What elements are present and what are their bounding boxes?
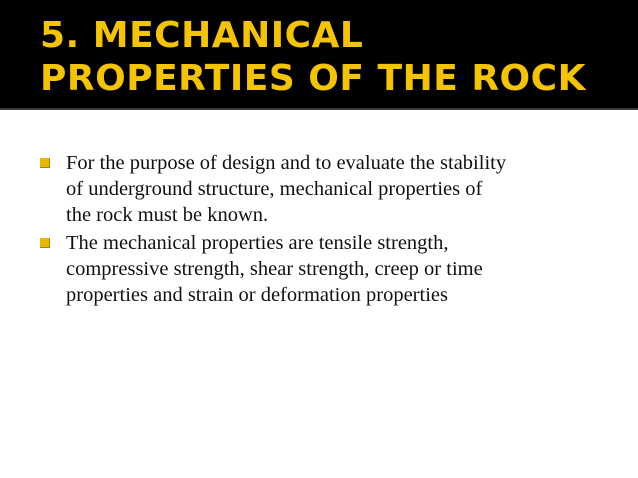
square-bullet-icon (40, 158, 50, 168)
slide-title-line-2: PROPERTIES OF THE ROCK (40, 58, 586, 99)
square-bullet-icon (40, 238, 50, 248)
bullet-list (40, 150, 620, 310)
bullet-text-line: compressive strength, shear strength, creep or time (66, 258, 483, 280)
bullet-text-line: properties and strain or deformation properties (66, 284, 448, 306)
bullet-item-design-stability (40, 150, 620, 228)
bullet-text-line: of underground structure, mechanical properties of (66, 178, 483, 200)
bullet-item-mechanical-properties (40, 230, 620, 308)
title-divider (0, 108, 638, 110)
bullet-text-line: the rock must be known. (66, 204, 269, 226)
bullet-text-line: The mechanical properties are tensile strength, (66, 232, 449, 254)
slide-title-line-1: 5. MECHANICAL (40, 15, 364, 56)
slide-title (40, 14, 630, 100)
bullet-text-line: For the purpose of design and to evaluate the stability (66, 152, 507, 174)
